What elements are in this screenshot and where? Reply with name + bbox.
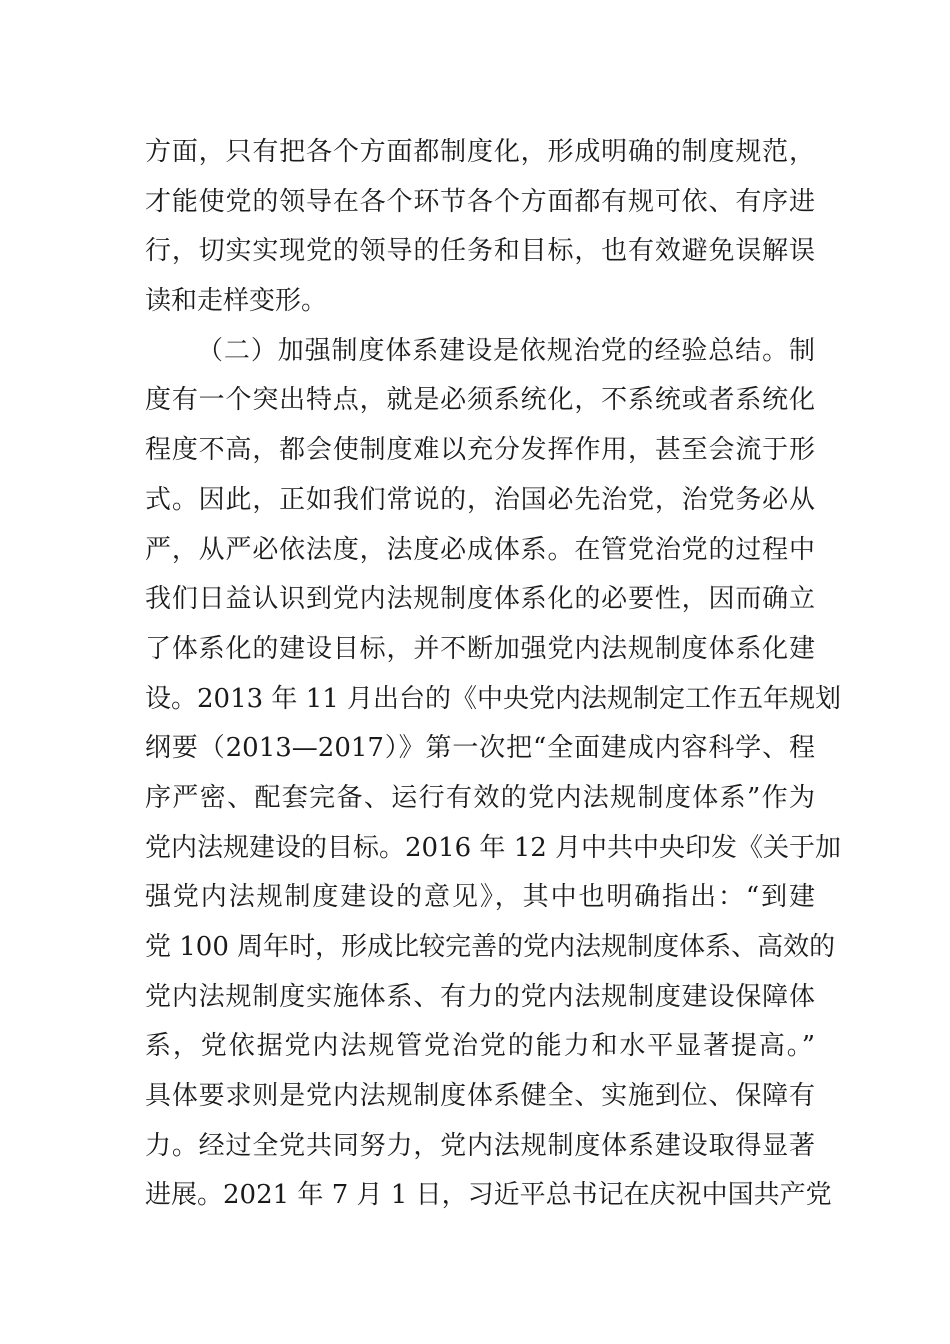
text-line: 读和走样变形。 [145, 286, 328, 317]
text-line: 系，党依据党内法规管党治党的能力和水平显著提高。” [145, 1031, 815, 1062]
text-line: 程度不高，都会使制度难以充分发挥作用，甚至会流于形 [145, 435, 815, 466]
text-line: 式。因此，正如我们常说的，治国必先治党，治党务必从 [145, 484, 815, 515]
text-line: 力。经过全党共同努力，党内法规制度体系建设取得显著 [145, 1130, 815, 1161]
text-line: 我们日益认识到党内法规制度体系化的必要性，因而确立 [145, 584, 815, 615]
text-line: 设。2013 年 11 月出台的《中央党内法规制定工作五年规划 [145, 683, 842, 714]
text-line: 进展。2021 年 7 月 1 日，习近平总书记在庆祝中国共产党 [145, 1180, 832, 1211]
text-line: 方面，只有把各个方面都制度化，形成明确的制度规范， [145, 137, 815, 167]
text-line: 党 100 周年时，形成比较完善的党内法规制度体系、高效的 [145, 932, 836, 962]
text-line: 才能使党的领导在各个环节各个方面都有规可依、有序进 [145, 186, 815, 217]
text-line: 了体系化的建设目标，并不断加强党内法规制度体系化建 [145, 633, 815, 664]
text-line: 党内法规制度实施体系、有力的党内法规制度建设保障体 [145, 981, 815, 1012]
text-line: 严，从严必依法度，法度必成体系。在管党治党的过程中 [145, 534, 815, 565]
text-line: 强党内法规制度建设的意见》，其中也明确指出：“到建 [145, 882, 815, 913]
section-heading-line: （二）加强制度体系建设是依规治党的经验总结。制 [197, 335, 815, 366]
text-line: 序严密、配套完备、运行有效的党内法规制度体系”作为 [145, 782, 815, 813]
text-line: 具体要求则是党内法规制度体系健全、实施到位、保障有 [145, 1081, 815, 1112]
text-line: 度有一个突出特点，就是必须系统化，不系统或者系统化 [145, 385, 815, 416]
body-text [145, 128, 842, 1221]
text-line: 纲要（2013—2017）》第一次把“全面建成内容科学、程 [145, 733, 815, 764]
text-line: 党内法规建设的目标。2016 年 12 月中共中央印发《关于加 [145, 832, 842, 863]
text-line: 行，切实实现党的领导的任务和目标，也有效避免误解误 [145, 236, 815, 267]
